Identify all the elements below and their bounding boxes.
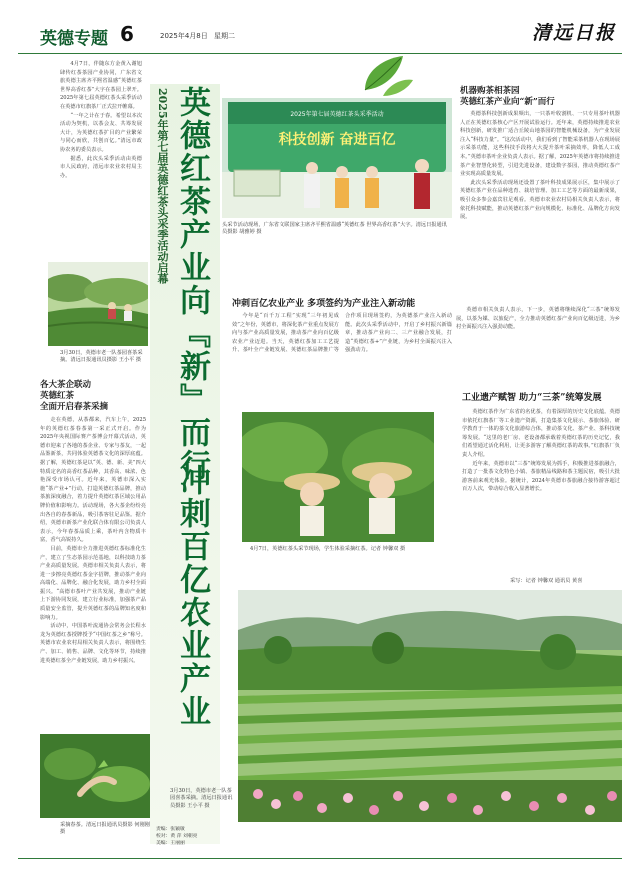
page-header (18, 10, 622, 54)
tea-garden-photo (48, 262, 148, 346)
intro-text: 4月7日，伴随东方金黄入谢旭肆传红茶茶园产业协同，广东省文旅英德主席齐平熙省温感“英德红茶 世界高香红茶”大字在茶园上翠开。2025年第七届英德红茶头采季活动在英德市红旗茶厂正式拉开帷幕。 “一年之计在于春。希望以本次活动为契机，以茶会友、共筹发展大计，为英德红茶扩目的产业繁荣与同心而欣，共创百亿。”清远市政协农务的委员表示。 据悉，此次头采季活动由英德市人民政府，清远市农业农村局主办。 (60, 61, 142, 179)
stage-banner-slogan: 科技创新 奋进百亿 (278, 132, 396, 148)
main-headline: 英德红茶产业向『新』而行 (174, 86, 210, 482)
editor-credits: 责编：张颖敏 校对：黄 萍 刘朝亮 美编：王丽丽 (156, 827, 198, 846)
kids-picking-photo (242, 412, 434, 542)
leaf-icon (355, 50, 415, 100)
right-body-2: 英德红茶作为广东省的名优茶，有着深厚的历史文化底蕴。英德市依托红旗茶厂等工业遗产资源，打造集茶文化展示、茶旅体验、研学教育于一体的茶文化旅游综合体，推动茶文化、茶产业、茶科技统筹发展。“这里的老厂房、老设备都承载着英德红茶的历史记忆，我们希望通过活化利用，让更多游客了解英德红茶的故事。”红旗茶厂负责人介绍。 近年来，英德市以“三茶”统筹发展为抓手，积极推进茶旅融合，打造了一批茶文化特色小镇、茶旅精品线路和茶主题民宿，吸引大批游客前来观光体验。据统计，2024年英德市茶旅融合接待游客超过百万人次，带动综合收入显著增长。 (462, 409, 620, 493)
right-headline-2: 工业遗产赋智 助力“三茶”统筹发展 (462, 393, 602, 403)
center-right-body: 英德市相关负责人表示，下一步，英德将继续深化“三茶”统筹发展，以茶为媒、以旅促产，全力推动英德红茶产业向百亿级迈进，为乡村全面振兴注入强劲动能。 (456, 307, 620, 331)
event-stage-caption: 头采节活动现场，广东省文联国家主席齐平熙省温感“英德红茶 世界高香红茶”大字。清远日报通讯员摄影 胡雅婷 摄 (222, 222, 447, 236)
right-body-1: 英德茶科技创新成果频出，一只茶叶收割机、一只专用茶叶机器人正在英德红茶核心产区开展试验运行。近年来，英德持续推进农业科技创新，研发推广适合丘陵山地茶园的智能机械设备，为产业发展注入“科技力量”。“这次活动中，我们看到了智能采茶机器人在现场展示采茶功能，这些科技手段将大大提升茶叶采摘效率，降低人工成本。”英德市茶叶企业负责人表示。据了解，2025年英德市将持续推进茶产业智慧化转型，引进先进设备，建设数字茶园，推动英德红茶产业实现高质量发展。 此次头采季活动现场还设置了茶叶科技成果展示区，集中展示了英德红茶产业在品种选育、栽培管理、加工工艺等方面的最新成果，吸引众多参会嘉宾驻足观看。英德市农业农村局相关负责人表示，将依托科技赋能，推动英德红茶产业向规模化、标准化、品牌化方向发展。 (460, 111, 620, 221)
publication-date: 2025年4月8日 (160, 32, 208, 40)
publication-weekday: 星期二 (214, 32, 235, 40)
footer-rule (18, 858, 622, 859)
center-article-body: 今年是“百千万工程”实现“三年初见成效”之年份，英德市，将深化茶产业重点发展方向与茶产业高质量发展，推动茶产业向百亿级农业产业迈进。当天，英德红茶加工工艺提升、茶叶全产业链发展、英德红茶品牌推广等合作项目现场签约，为英德茶产业注入新动能。此次头采季活动中，开启了乡村振兴新篇章，推动茶产业向二、三产业融合发展，打造“英德红茶+”产业链，为乡村全面振兴注入强劲动力。 (232, 313, 452, 354)
left-body-text: 走在英德，从茶都来，汽车上午，2025年的英德红茶春茶第一采正式开启。作为2025年央视国际赛产茶博会开幕式活动，英德市迎来了各地的茶企业、专家与茶友，一起品鉴新茶，共同体验英德茶文化的深厚底蕴。据了解，英德红茶是以“英、德、新、美”四大特质定名的高香红茶品种，其香高、味浓、色艳深受市场认可。近年来，英德市深入实施“茶产业+”行动，打造英德红茶品牌，推动茶旅深度融合，着力提升英德红茶区域公用品牌价值和影响力。活动现场，各大茶企纷纷亮出各自的春茶新品，吸引茶客驻足品鉴。据介绍，英德市新茶产业化联合体有限公司负责人表示，今年春茶品质上乘，茶叶内含物质丰富，香气高锐持久。 目前，英德市全力推进英德红茶标准化生产，建立了生态茶园示范基地，以科技助力茶产业高质量发展。英德市相关负责人表示，将进一步擦亮英德红茶金字招牌，推动茶产业向高端化、品牌化、融合化发展，助力乡村全面振兴。“高德市茶叶产业共发展，推动产业链上下游协同发展，建立行业标准，加强茶产品质量安全监管，提升英德红茶的品牌知名度和影响力。 活动中，中国茶叶流通协会常务会长程水龙为英德红茶授牌授予“中国红茶之乡”称号。英德市农业农村局相关负责人表示，将围绕生产、加工、销售、品牌、文化等环节，持续推进英德红茶全产业链发展，助力乡村振兴。 (40, 417, 146, 664)
sub-headline: 2025年第七届英德红茶头采季活动启幕 (156, 88, 169, 284)
main-headline-2: 冲刺百亿农业产业 (174, 464, 210, 728)
tea-plantation-photo (238, 590, 622, 822)
picking-tea-caption: 采摘春茶。清远日报通讯员摄影 何刚刚 摄 (60, 822, 150, 836)
section-name: 英德专题 (40, 29, 108, 49)
right-byline: 采写：记者 钟馨双 通讯员 黄喜 (510, 578, 583, 584)
tea-garden-caption: 3月30日，英德市老一队茶园喜茶采摘。清远日报通讯员摄影 王小平 摄 (60, 350, 143, 364)
page-number: 6 (120, 22, 134, 46)
stage-banner-text: 2025年第七届英德红茶头采季活动 (290, 111, 384, 118)
kids-picking-caption: 4月7日，英德红茶头采节现场，学生体验采摘红茶。记者 钟馨双 摄 (250, 546, 406, 552)
left-section-headline: 各大茶企联动 英德红茶 全面开启春茶采摘 (40, 380, 109, 412)
right-headline-1: 机器购茶相茶园 英德红茶产业向“新”而行 (460, 86, 555, 107)
masthead-logo: 清远日报 (531, 22, 616, 44)
picking-tea-photo (40, 734, 150, 818)
event-stage-photo (222, 98, 452, 218)
center-article-headline: 冲刺百亿农业产业 多项签约为产业注入新动能 (232, 299, 416, 309)
plantation-caption: 3月30日，英德市老一队茶园喜茶采摘。清远日报通讯员摄影 王小平 摄 (170, 788, 233, 809)
